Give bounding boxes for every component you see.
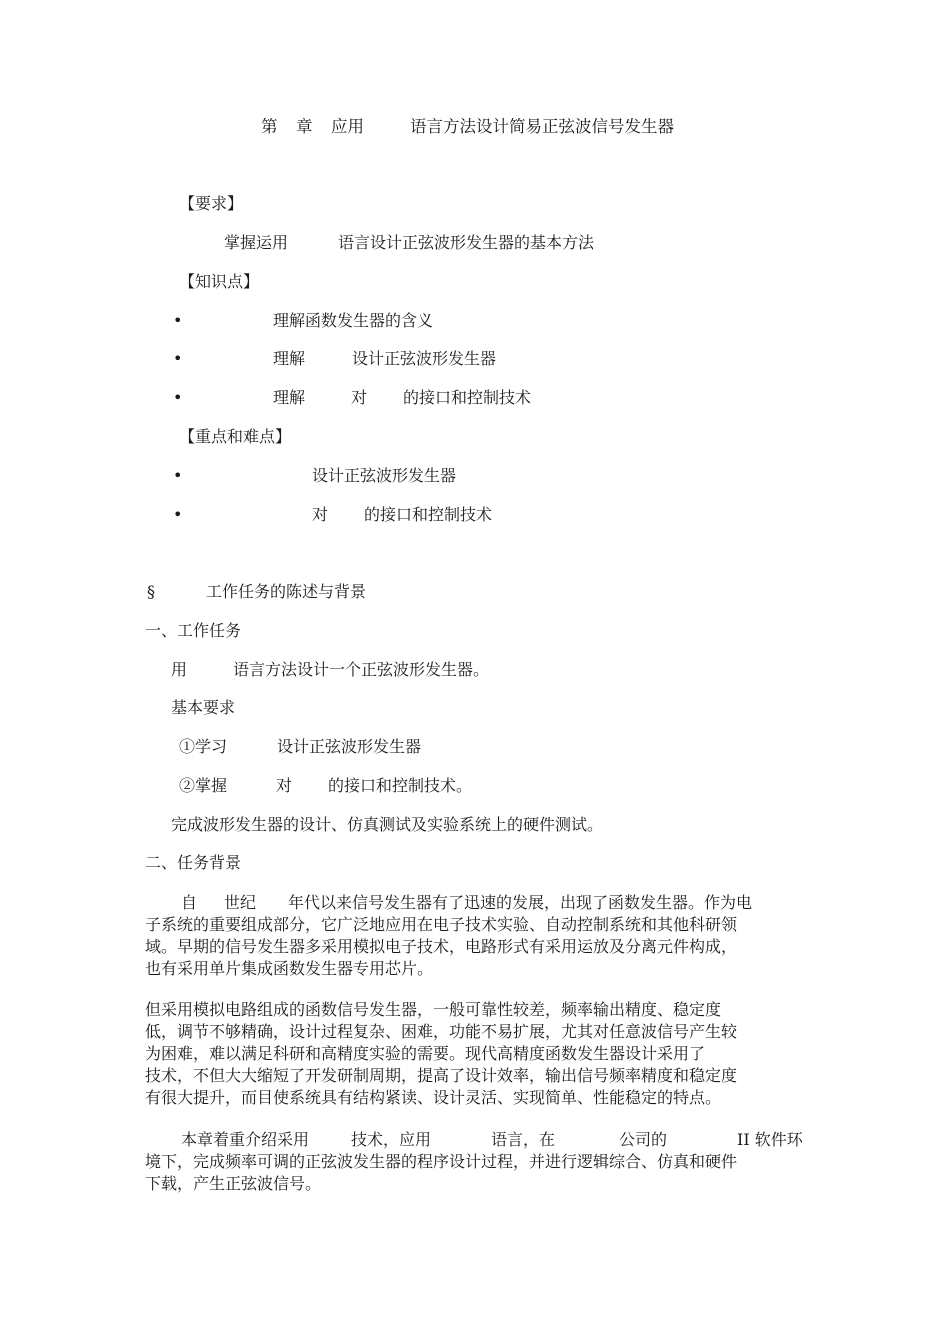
paragraph-line: 为困难，难以满足科研和高精度实验的需要。现代高精度函数发生器设计采用了 <box>145 1044 706 1063</box>
requirement-1a: ①学习 <box>179 737 228 756</box>
task-line-b: 语言方法设计一个正弦波形发生器。 <box>233 660 490 679</box>
key-point-item-2b: 的接口和控制技术 <box>364 505 493 524</box>
paragraph-line: 自 世纪 年代以来信号发生器有了迅速的发展，出现了函数发生器。作为电 <box>181 893 753 912</box>
knowledge-item-3b: 对 <box>351 388 368 407</box>
paragraph-line: 低，调节不够精确，设计过程复杂、困难，功能不易扩展，尤其对任意波信号产生较 <box>145 1022 738 1041</box>
background-paragraph-2 <box>145 999 810 1109</box>
key-point-item-2a: 对 <box>312 505 329 524</box>
knowledge-item-2a: 理解 <box>273 349 306 368</box>
bullet-icon: • <box>173 349 183 368</box>
requirement-1b: 设计正弦波形发生器 <box>277 737 422 756</box>
paragraph-line: 域。早期的信号发生器多采用模拟电子技术，电路形式有采用运放及分离元件构成， <box>145 937 738 956</box>
task-line-a: 用 <box>171 660 188 679</box>
task-completion: 完成波形发生器的设计、仿真测试及实验系统上的硬件测试。 <box>171 815 604 834</box>
requirements-heading: 【要求】 <box>179 194 244 213</box>
title-chapter-suffix: 章 <box>296 117 313 136</box>
page-title: 语言方法设计简易正弦波信号发生器 <box>410 117 674 136</box>
paragraph-line: 子系统的重要组成部分，它广泛地应用在电子技术实验、自动控制系统和其他科研领 <box>145 915 738 934</box>
background-paragraph-1 <box>145 892 810 980</box>
paragraph-line: 但采用模拟电路组成的函数信号发生器，一般可靠性较差，频率输出精度、稳定度 <box>145 1000 722 1019</box>
paragraph-line: 下载，产生正弦波信号。 <box>145 1174 322 1193</box>
background-paragraph-3 <box>145 1129 810 1195</box>
paragraph-line: 也有采用单片集成函数发生器专用芯片。 <box>145 959 434 978</box>
paragraph-line: 境下，完成频率可调的正弦波发生器的程序设计过程，并进行逻辑综合、仿真和硬件 <box>145 1152 738 1171</box>
knowledge-heading: 【知识点】 <box>179 272 260 291</box>
requirement-2a: ②掌握 <box>179 776 228 795</box>
bullet-icon: • <box>173 505 183 524</box>
section-symbol: § <box>147 582 155 601</box>
background-heading: 二、任务背景 <box>145 853 242 872</box>
key-points-heading: 【重点和难点】 <box>179 427 292 446</box>
bullet-icon: • <box>173 311 183 330</box>
paragraph-line: 有很大提升，而目使系统具有结构紧读、设计灵活、实现简单、性能稳定的特点。 <box>145 1088 722 1107</box>
title-chapter-prefix: 第 <box>261 117 278 136</box>
requirement-2c: 的接口和控制技术。 <box>328 776 473 795</box>
task-heading: 一、工作任务 <box>145 621 242 640</box>
knowledge-item-1: 理解函数发生器的含义 <box>273 311 434 330</box>
title-apply: 应用 <box>331 117 364 136</box>
section-title: 工作任务的陈述与背景 <box>206 582 367 601</box>
paragraph-line: 本章着重介绍采用 技术，应用 语言，在 公司的 II 软件环 <box>181 1130 803 1149</box>
requirement-2b: 对 <box>276 776 293 795</box>
bullet-icon: • <box>173 388 183 407</box>
paragraph-line: 技术，不但大大缩短了开发研制周期，提高了设计效率，输出信号频率精度和稳定度 <box>145 1066 738 1085</box>
key-point-item-1: 设计正弦波形发生器 <box>312 466 457 485</box>
knowledge-item-3c: 的接口和控制技术 <box>403 388 532 407</box>
requirements-text-b: 语言设计正弦波形发生器的基本方法 <box>338 233 595 252</box>
bullet-icon: • <box>173 466 183 485</box>
requirements-text-a: 掌握运用 <box>224 233 289 252</box>
knowledge-item-3a: 理解 <box>273 388 306 407</box>
knowledge-item-2b: 设计正弦波形发生器 <box>352 349 497 368</box>
basic-requirements-label: 基本要求 <box>171 698 236 717</box>
